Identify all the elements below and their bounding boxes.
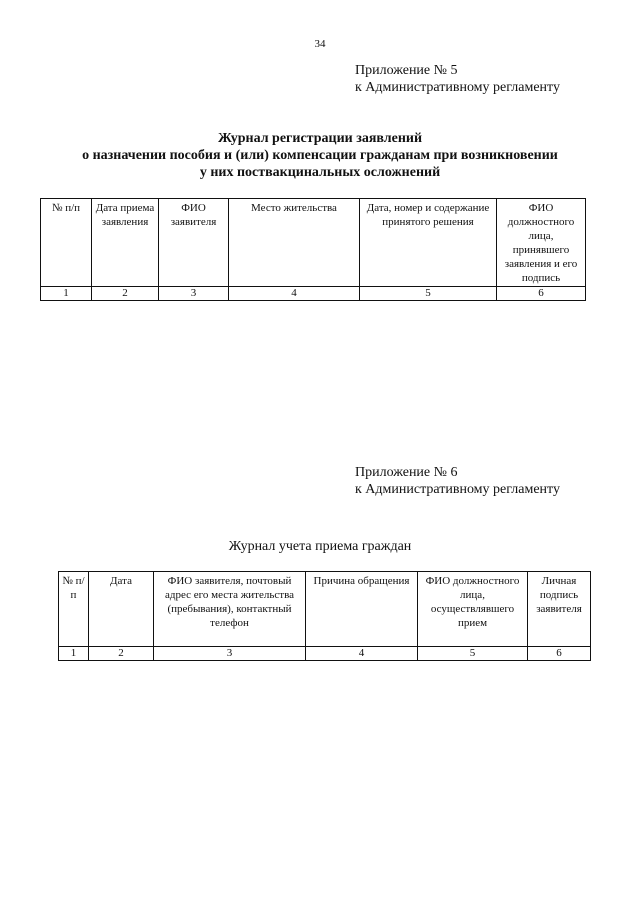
column-number: 5 — [418, 647, 528, 661]
header-cell-date: Дата приема заявления — [92, 199, 159, 287]
appendix-5-subtitle: к Административному регламенту — [355, 80, 560, 95]
header-cell-date: Дата — [89, 572, 154, 647]
column-number: 6 — [497, 287, 586, 301]
column-number: 1 — [59, 647, 89, 661]
header-cell-reason: Причина обращения — [306, 572, 418, 647]
column-number: 4 — [229, 287, 360, 301]
appendix-6-header — [355, 464, 560, 498]
appendix-5-title: Приложение № 5 — [355, 63, 458, 78]
column-number: 4 — [306, 647, 418, 661]
header-cell-official: ФИО должностного лица, принявшего заявления и его подпись — [497, 199, 586, 287]
column-number: 6 — [528, 647, 591, 661]
header-cell-number: № п/п — [59, 572, 89, 647]
table-number-row — [59, 647, 591, 661]
journal-1-title — [0, 130, 640, 181]
column-number: 1 — [41, 287, 92, 301]
appendix-5-header — [355, 62, 560, 96]
table-header-row — [59, 572, 591, 647]
header-cell-applicant: ФИО заявителя, почтовый адрес его места жительства (пребывания), контактный телефон — [154, 572, 306, 647]
journal-1-title-line-2: о назначении пособия и (или) компенсации гражданам при возникновении — [82, 148, 558, 163]
page-number: 34 — [314, 38, 326, 50]
header-cell-signature: Личная подпись заявителя — [528, 572, 591, 647]
header-cell-official: ФИО должностного лица, осуществлявшего прием — [418, 572, 528, 647]
header-cell-decision: Дата, номер и содержание принятого решения — [360, 199, 497, 287]
journal-2-title: Журнал учета приема граждан — [228, 539, 412, 554]
table-header-row — [41, 199, 586, 287]
column-number: 2 — [89, 647, 154, 661]
column-number: 2 — [92, 287, 159, 301]
column-number: 3 — [154, 647, 306, 661]
column-number: 5 — [360, 287, 497, 301]
appendix-6-subtitle: к Административному регламенту — [355, 482, 560, 497]
column-number: 3 — [159, 287, 229, 301]
table-number-row — [41, 287, 586, 301]
journal-1-title-line-1: Журнал регистрации заявлений — [217, 131, 423, 146]
journal-2-table — [58, 571, 591, 661]
header-cell-residence: Место жительства — [229, 199, 360, 287]
appendix-6-title: Приложение № 6 — [355, 465, 458, 480]
journal-1-table — [40, 198, 586, 301]
header-cell-applicant: ФИО заявителя — [159, 199, 229, 287]
journal-1-title-line-3: у них поствакцинальных осложнений — [199, 165, 441, 180]
header-cell-number: № п/п — [41, 199, 92, 287]
